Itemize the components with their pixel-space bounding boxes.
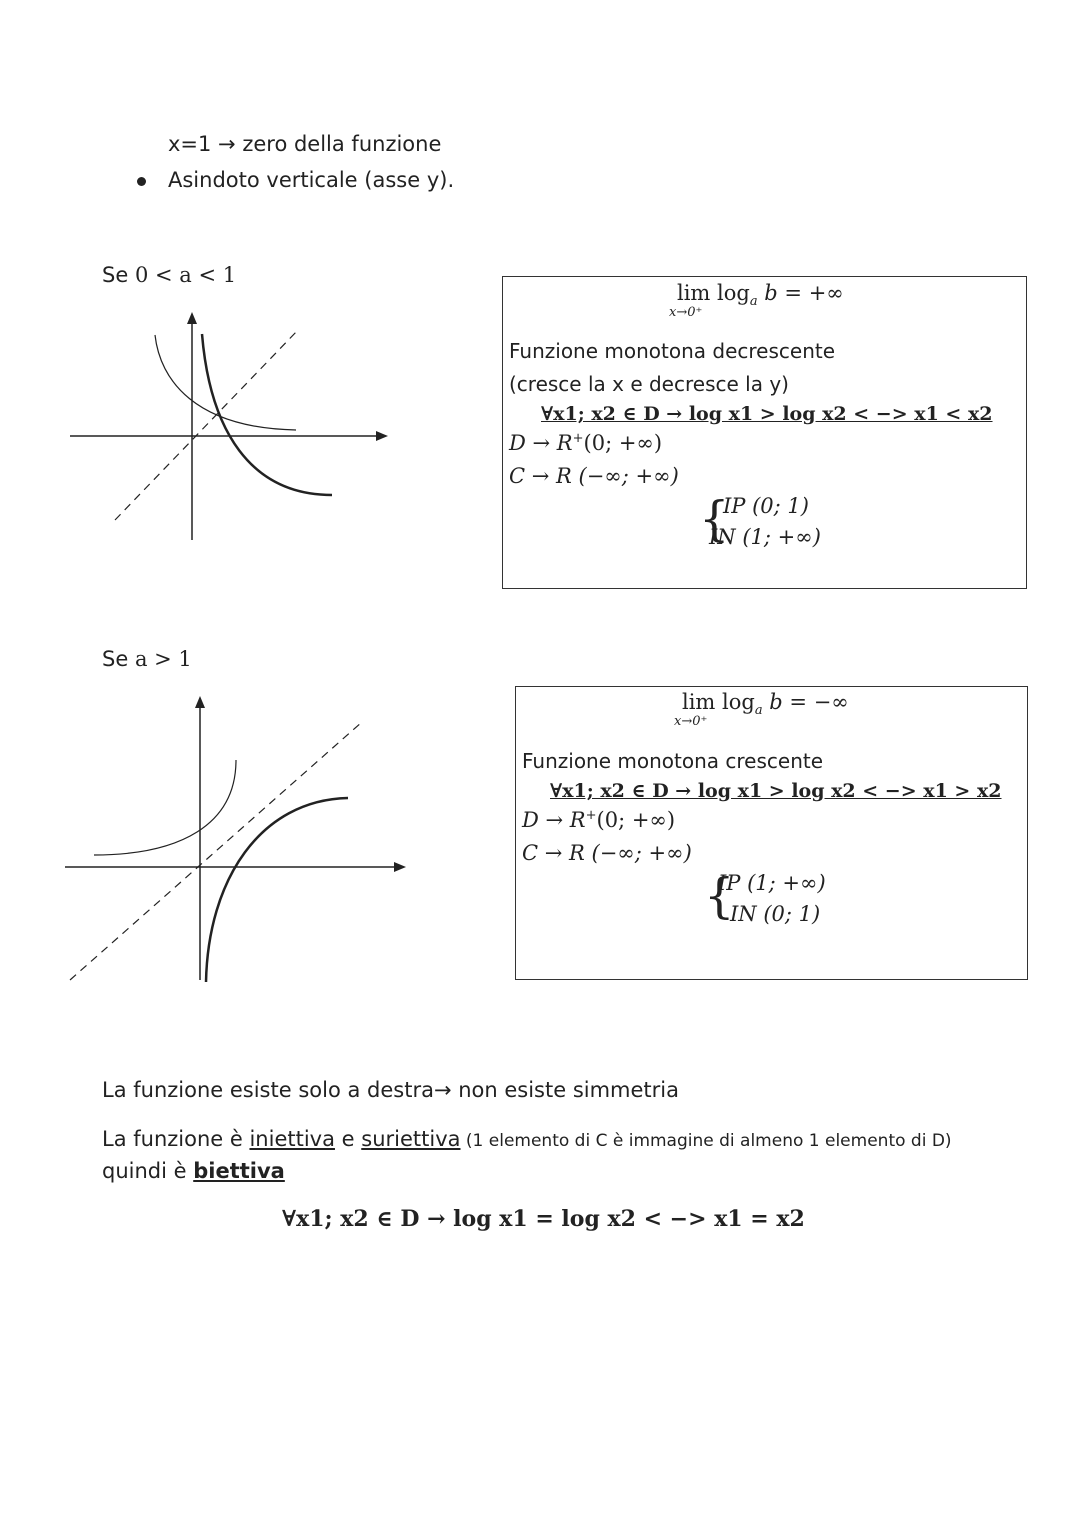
limit-base: a [749, 294, 758, 309]
inj-word: iniettiva [249, 1127, 335, 1151]
case1-ip: IP (0; 1) [723, 494, 809, 518]
case1-in: IN (1; +∞) [709, 525, 821, 549]
case1-box [502, 276, 1027, 589]
case1-limit [677, 281, 844, 309]
bisector-line [115, 330, 298, 520]
bisector-line [70, 722, 362, 980]
case2-brace-icon: { [704, 868, 735, 924]
limit-lim: lim [677, 281, 711, 305]
case1-limit-under: x→0⁺ [669, 305, 703, 320]
exp-curve [94, 760, 236, 855]
exp-curve [155, 335, 296, 430]
log-curve [206, 798, 348, 982]
asymptote-line: Asindoto verticale (asse y). [168, 168, 455, 192]
injective-line [102, 1127, 952, 1151]
domain-a: D → R [509, 431, 573, 455]
graph-increasing-log [60, 690, 430, 990]
limit-lim: lim [682, 690, 716, 714]
zero-line: x=1 → zero della funzione [168, 132, 442, 156]
case2-domain [522, 808, 675, 832]
limit-log: log [722, 690, 755, 714]
right-only-note: La funzione esiste solo a destra→ non esiste simmetria [102, 1078, 680, 1102]
case2-monotone: Funzione monotona crescente [522, 749, 824, 773]
inj-prefix: La funzione è [102, 1127, 250, 1151]
inj-and: e [334, 1127, 362, 1151]
case2-heading-prefix: Se [102, 647, 135, 671]
case1-heading [102, 263, 236, 288]
graph-decreasing-log [60, 300, 420, 550]
limit-rest: b = −∞ [762, 690, 849, 714]
case2-ip: IP (1; +∞) [718, 871, 826, 895]
domain-b: (0; +∞) [596, 808, 676, 832]
bij-prefix: quindi è [102, 1159, 194, 1183]
limit-base: a [754, 703, 763, 718]
case1-property: ∀x1; x2 ∈ D → log x1 > log x2 < −> x1 < x2 [541, 403, 993, 425]
surj-note: (1 elemento di C è immagine di almeno 1 elemento di D) [460, 1131, 952, 1151]
bijective-line [102, 1159, 285, 1183]
case1-monotone: Funzione monotona decrescente [509, 339, 836, 363]
case1-heading-math: 0 < a < 1 [134, 263, 237, 287]
bullet-icon [137, 177, 146, 186]
case2-heading [102, 647, 192, 672]
domain-sup: + [585, 808, 597, 823]
case2-heading-math: a > 1 [134, 647, 192, 671]
case1-explain: (cresce la x e decresce la y) [509, 372, 789, 396]
x-axis-arrow-icon [376, 431, 388, 441]
case2-property: ∀x1; x2 ∈ D → log x1 > log x2 < −> x1 > x2 [550, 780, 1002, 802]
case2-codomain: C → R (−∞; +∞) [522, 841, 692, 865]
case1-brace-icon: { [699, 491, 730, 547]
x-axis-arrow-icon [394, 862, 406, 872]
case2-box [515, 686, 1028, 980]
case2-limit [682, 690, 849, 718]
log-curve [202, 334, 332, 495]
case1-domain [509, 431, 662, 455]
surj-word: suriettiva [361, 1127, 461, 1151]
domain-a: D → R [522, 808, 586, 832]
domain-sup: + [572, 431, 584, 446]
limit-log: log [717, 281, 750, 305]
limit-rest: b = +∞ [757, 281, 844, 305]
equality-formula: ∀x1; x2 ∈ D → log x1 = log x2 < −> x1 = x2 [282, 1206, 805, 1232]
y-axis-arrow-icon [195, 696, 205, 708]
case2-in: IN (0; 1) [730, 902, 821, 926]
y-axis-arrow-icon [187, 312, 197, 324]
case2-limit-under: x→0⁺ [674, 714, 708, 729]
bij-word: biettiva [193, 1159, 285, 1183]
case1-heading-prefix: Se [102, 263, 135, 287]
case1-codomain: C → R (−∞; +∞) [509, 464, 679, 488]
domain-b: (0; +∞) [583, 431, 663, 455]
